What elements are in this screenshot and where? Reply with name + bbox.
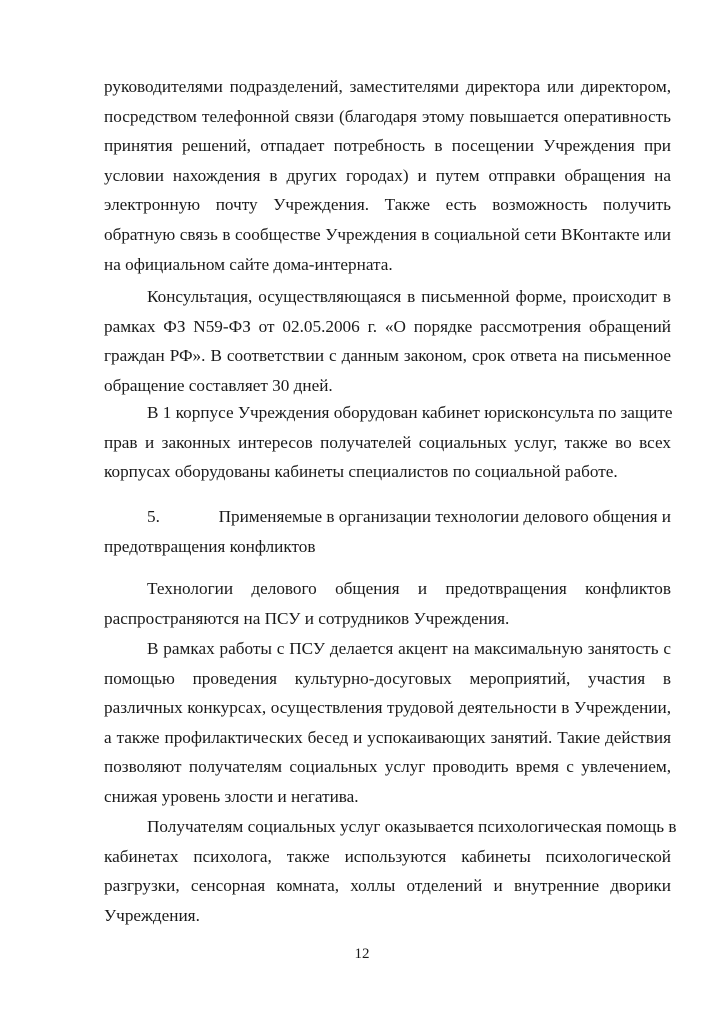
text-line: принятия решений, отпадает потребность в посещении Учреждения при [104, 136, 671, 156]
text-line: помощью проведения культурно-досуговых мероприятий, участия в [104, 668, 671, 688]
paragraph-technologies-scope [104, 574, 671, 633]
text-line: Получателям социальных услуг оказывается психологическая помощь в [147, 817, 677, 836]
text-line: Учреждения. [104, 905, 200, 925]
text-line: разгрузки, сенсорная комната, холлы отделений и внутренние дворики [104, 876, 671, 896]
page-number: 12 [354, 946, 370, 962]
text-line: на официальном сайте дома-интерната. [104, 254, 393, 274]
text-line: В 1 корпусе Учреждения оборудован кабинет юрисконсульта по защите [147, 403, 673, 422]
text-line: обращение составляет 30 дней. [104, 375, 333, 395]
text-line: руководителями подразделений, заместителями директора или директором, [104, 77, 671, 96]
text-line: Консультация, осуществляющаяся в письменной форме, происходит в [147, 287, 671, 306]
paragraph-contact-channels [104, 72, 671, 279]
section-number: 5. [147, 507, 160, 526]
text-line: кабинетах психолога, также используются кабинеты психологической [104, 846, 671, 866]
text-line: Технологии делового общения и предотвращения конфликтов [147, 579, 671, 598]
text-line: прав и законных интересов получателей социальных услуг, также во всех [104, 432, 671, 452]
text-line: корпусах оборудованы кабинеты специалистов по социальной работе. [104, 462, 618, 482]
text-line: снижая уровень злости и негатива. [104, 786, 359, 806]
paragraph-legal-office [104, 398, 671, 487]
text-line: рамках ФЗ N59-ФЗ от 02.05.2006 г. «О порядке рассмотрения обращений [104, 316, 671, 336]
text-line: посредством телефонной связи (благодаря этому повышается оперативность [104, 106, 671, 126]
text-line: различных конкурсах, осуществления трудовой деятельности в Учреждении, [104, 698, 671, 718]
heading-text: Применяемые в организации технологии делового общения и [218, 507, 671, 526]
text-line: распространяются на ПСУ и сотрудников Учреждения. [104, 608, 510, 628]
text-line: обратную связь в сообществе Учреждения в социальной сети ВКонтакте или [104, 224, 671, 244]
text-line: электронную почту Учреждения. Также есть возможность получить [104, 195, 671, 215]
section-heading [104, 502, 671, 561]
text-line: граждан РФ». В соответствии с данным законом, срок ответа на письменное [104, 346, 671, 366]
text-line: В рамках работы с ПСУ делается акцент на максимальную занятость с [147, 639, 671, 658]
text-line: а также профилактических бесед и успокаивающих занятий. Такие действия [104, 727, 671, 747]
paragraph-written-consultation [104, 282, 671, 400]
text-line: условии нахождения в других городах) и путем отправки обращения на [104, 165, 671, 185]
paragraph-employment-focus [104, 634, 671, 812]
heading-line: предотвращения конфликтов [104, 536, 316, 556]
heading-line [104, 502, 671, 532]
paragraph-psychological-help [104, 812, 677, 930]
text-line: позволяют получателям социальных услуг проводить время с увлечением, [104, 757, 671, 777]
